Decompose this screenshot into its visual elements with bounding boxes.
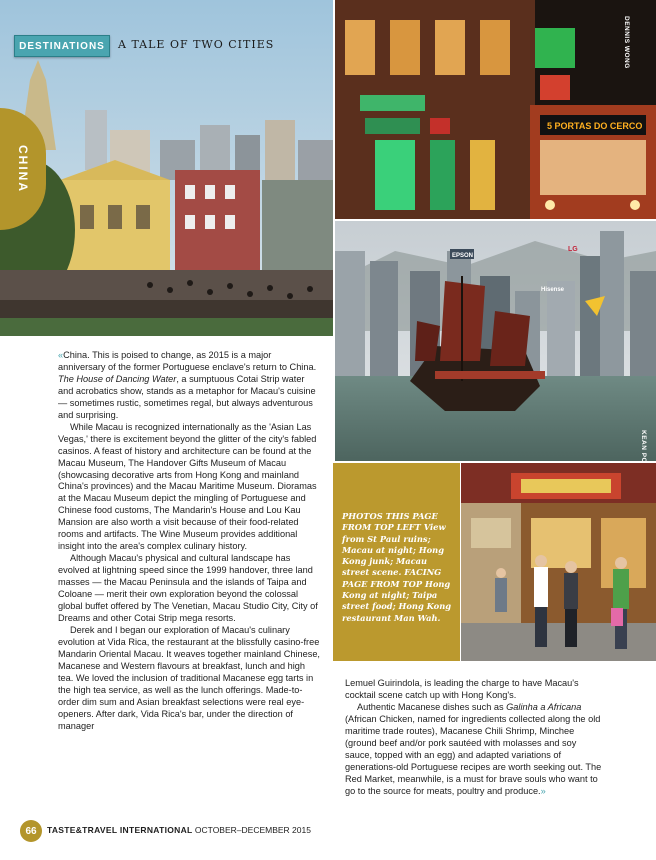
photo-credit-kean-po: KEAN PO — [640, 430, 647, 464]
article-paragraph — [345, 702, 605, 798]
article-text: , a sumptuous Cotai Strip water and acrobatics show, stands as a metaphor for Macau's cuisine — sometimes rustic, sometimes regal, but always adventurous and surprising. — [58, 373, 316, 420]
bus-destination-sign: 5 PORTAS DO CERCO — [547, 121, 643, 131]
closing-quote-icon: » — [540, 785, 546, 796]
building-sign-epson: EPSON — [452, 253, 474, 259]
page-number: 66 — [20, 820, 42, 842]
photo-caption-box — [333, 463, 460, 661]
photo-caption-text: PHOTOS THIS PAGE FROM TOP LEFT View from St Paul ruins; Macau at night; Hong Kong junk; Macau street scene. FACING PAGE FROM TOP Hong Kong at night; Taipa street food; Hong Kong restaurant Man Wah. — [342, 511, 452, 623]
photo-hong-kong-junk — [335, 221, 656, 464]
side-tab-label: CHINA — [16, 145, 30, 193]
section-title: A TALE OF TWO CITIES — [118, 38, 275, 51]
article-paragraph: Although Macau's physical and cultural landscape has evolved at lightning speed since the 1999 handover, three land masses — the Macau Peninsula and the islands of Taipa and Coloane — merit their own exploration beyond the colossal global buffet offered by The Venetian, Macau Studio City, City of Dreams and other Cotai Strip mega resorts. — [58, 553, 318, 623]
photo-credit-dennis-wong: DENNIS WONG — [623, 16, 630, 69]
article-column-right — [345, 678, 605, 798]
building-sign-hisense: Hisense — [541, 287, 565, 293]
article-text: Authentic Macanese dishes such as — [357, 701, 504, 712]
footer-publication — [47, 825, 311, 835]
building-sign-lg: LG — [568, 246, 578, 253]
article-paragraph: While Macau is recognized internationally as the 'Asian Las Vegas,' there is excitement beyond the glitter of the city's fabled casinos. A feast of history and architecture can be found at the Macau Museum, The Handover Gifts Museum of Macau (showcasing decorative arts from Hong Kong and mainland China's provinces) and the Macau Maritime Museum. Dioramas at the Macau Museum depict the mingling of Portuguese and Chinese food customs, The Mandarin's House and Lou Kau Mansion are also worth a visit because of their food-related rooms and artifacts. The Wine Museum provides additional insight into the area's complex culinary history. — [58, 421, 317, 552]
article-column-left — [58, 350, 320, 733]
article-paragraph: Lemuel Guirindola, is leading the charge to have Macau's cocktail scene catch up with Hong Kong's. — [345, 678, 579, 700]
issue-date: OCTOBER–DECEMBER 2015 — [194, 825, 311, 835]
magazine-name: TASTE&TRAVEL INTERNATIONAL — [47, 825, 193, 835]
article-paragraph: Derek and I began our exploration of Macau's culinary evolution at Vida Rica, the restaurant at the blissfully casino-free Mandarin Oriental Macau. It weaves together mainland Chinese, Macanese and Western flavours at breakfast, lunch and high tea. We loved the inclusion of traditional Macanese egg tarts in the high tea service, as well as the lunch offerings. Made-to-order dim sum and Asian breakfast selections were real eye-openers. After dark, Vida Rica's bar, under the direction of manager — [58, 624, 320, 731]
opening-quote-icon: « — [58, 350, 64, 360]
article-paragraph — [58, 350, 320, 422]
article-text: (African Chicken, named for ingredients collected along the old maritime trade routes), Macanese Chili Shrimp, Minchee (ground beef and/or pork sautéed with molasses and soy sauce, topped with an egg) and adapted variations of generations-old Portuguese recipes are worth seeking out. The Red Market, meanwhile, is a must for brave souls who want to go to the source for meats, poultry and produce. — [345, 713, 602, 796]
photo-macau-street-scene — [461, 463, 656, 661]
photo-macau-night — [335, 0, 656, 219]
article-text: China. This is poised to change, as 2015 is a major anniversary of the former Portuguese enclave's return to China. — [58, 350, 317, 372]
section-label-destinations: DESTINATIONS — [14, 35, 110, 57]
article-italic-title: The House of Dancing Water — [58, 373, 177, 384]
article-italic-dish: Galinha a Africana — [506, 701, 582, 712]
